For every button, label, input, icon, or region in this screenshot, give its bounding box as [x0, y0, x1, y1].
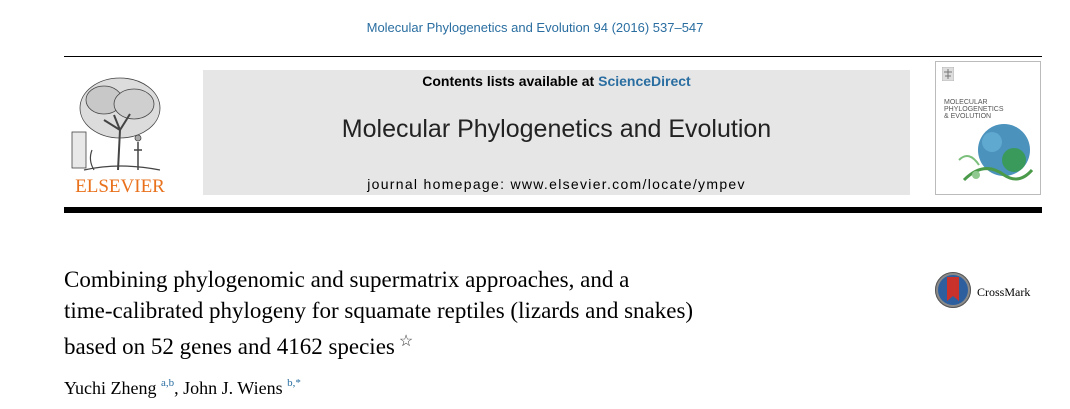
cover-title [944, 99, 1024, 120]
journal-banner [203, 70, 910, 195]
title-line-text: based on 52 genes and 4162 species [64, 334, 395, 359]
cover-emblem-icon [942, 67, 954, 81]
cover-title-line: PHYLOGENETICS [944, 106, 1004, 113]
title-line [64, 326, 904, 362]
cover-artwork [954, 120, 1034, 190]
journal-name: Molecular Phylogenetics and Evolution [341, 115, 772, 143]
author-name[interactable]: Yuchi Zheng [64, 378, 157, 398]
author-list [64, 377, 301, 399]
title-footnote-star-icon[interactable]: ☆ [398, 333, 414, 350]
author-affiliation[interactable]: a,b [160, 377, 175, 389]
crossmark-button[interactable] [934, 271, 1054, 311]
header-rule-thick [64, 207, 1042, 213]
header-rule-top [64, 56, 1042, 57]
crossmark-label: CrossMark [977, 285, 1031, 299]
journal-citation[interactable]: Molecular Phylogenetics and Evolution 94 (2016) 537–547 [366, 20, 704, 35]
crossmark-icon [934, 271, 972, 309]
article-title [64, 264, 904, 362]
contents-line [203, 73, 910, 89]
author-name[interactable]: John J. Wiens [183, 378, 283, 398]
elsevier-wordmark: ELSEVIER [75, 176, 165, 197]
journal-cover-image [935, 61, 1041, 195]
cover-title-line: MOLECULAR [944, 99, 988, 106]
title-line: Combining phylogenomic and supermatrix approaches, and a [64, 267, 630, 292]
title-line: time-calibrated phylogeny for squamate reptiles (lizards and snakes) [64, 298, 694, 323]
author-affiliation[interactable]: b,* [287, 377, 301, 389]
contents-prefix: Contents lists available at [422, 73, 599, 89]
author-separator: , [174, 378, 184, 398]
sciencedirect-link[interactable]: ScienceDirect [598, 73, 691, 89]
cover-title-line: & EVOLUTION [944, 113, 992, 120]
journal-homepage[interactable]: journal homepage: www.elsevier.com/locate/ympev [367, 176, 746, 192]
